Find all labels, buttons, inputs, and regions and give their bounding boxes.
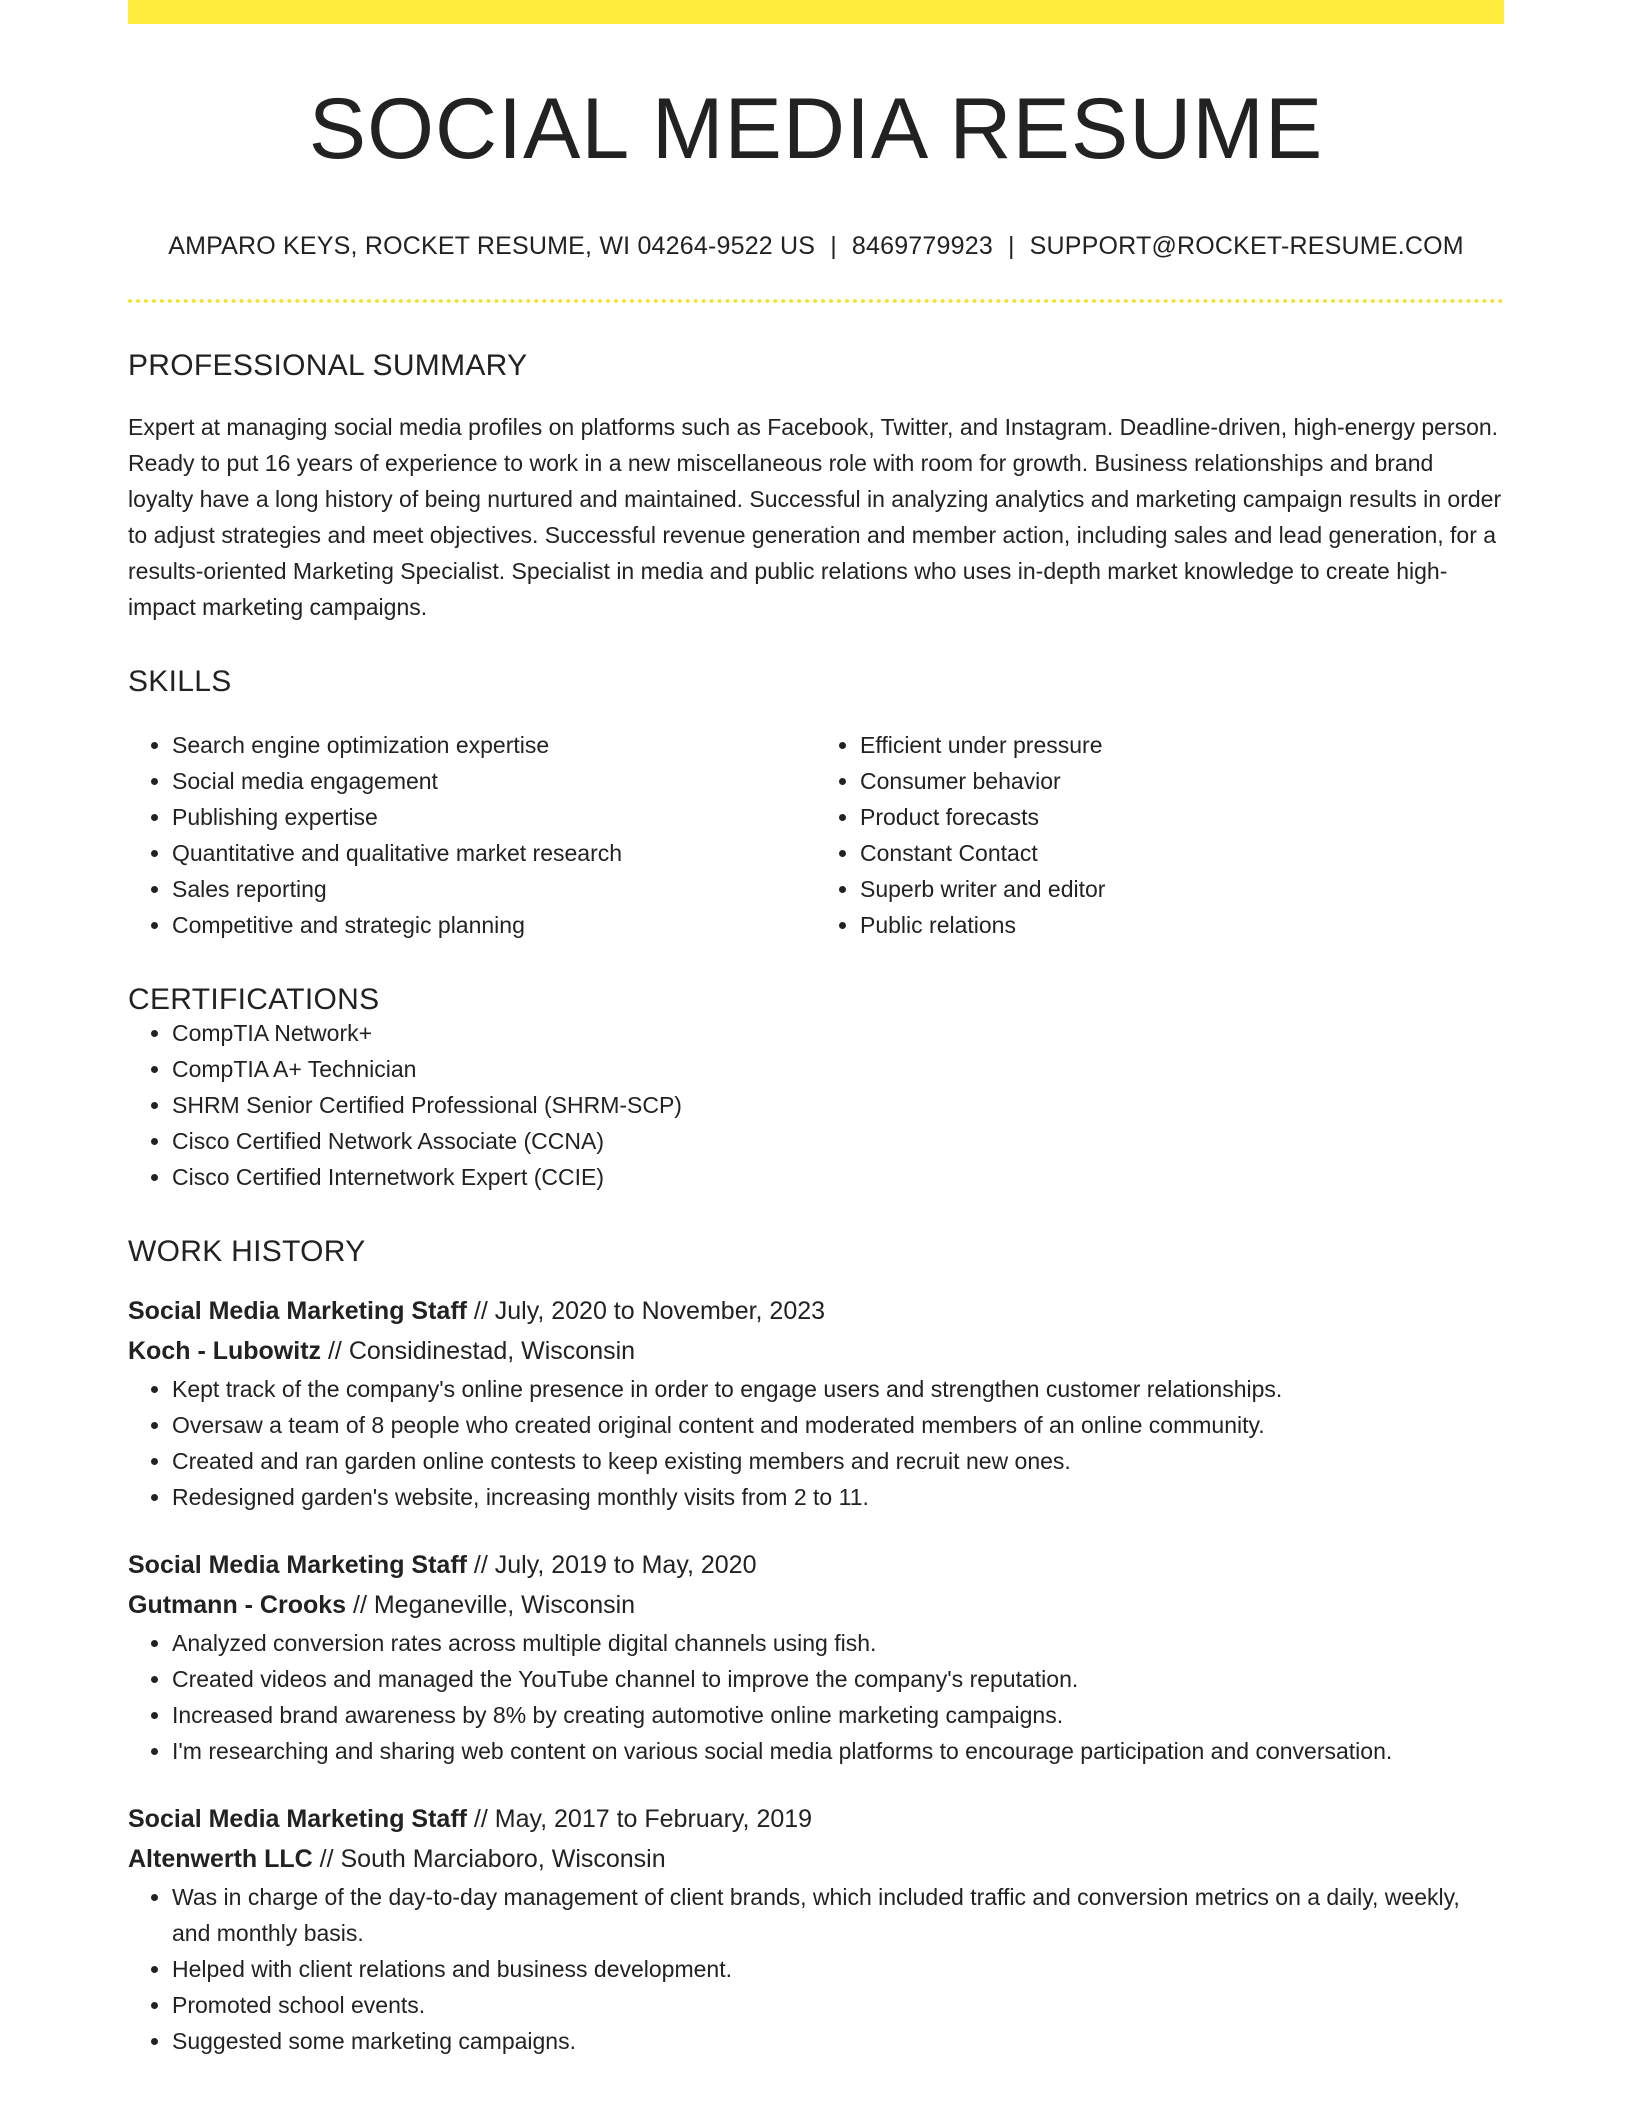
summary-text: Expert at managing social media profiles on platforms such as Facebook, Twitter, and Instagram. Deadline-driven, high-energy person. Ready to put 16 years of experience to work in a new miscellaneous role with room for growth. Business relationships and brand loyalty have a long history of being nurtured and maintained. Successful in analyzing analytics and marketing campaign results in order to adjust strategies and meet objectives. Successful revenue generation and member action, including sales and lead generation, for a results-oriented Marketing Specialist. Specialist in media and public relations who uses in-depth market knowledge to create high-impact marketing campaigns. [128,414,1502,620]
certification-item: • Cisco Certified Network Associate (CCNA) [172,1123,1504,1159]
certification-item: • Cisco Certified Internetwork Expert (CCIE) [172,1159,1504,1195]
skill-item: • Superb writer and editor [860,871,1504,907]
skill-item: • Sales reporting [172,871,816,907]
job-bullet: • Increased brand awareness by 8% by creating automotive online marketing campaigns. [172,1697,1504,1733]
job-company-line [128,1839,1504,1879]
certifications-list [128,1015,1504,1195]
contact-separator: | [830,232,837,260]
job-bullets [128,1371,1504,1515]
job-entry [128,1291,1504,1515]
job-company: Koch - Lubowitz [128,1337,322,1365]
certification-item: • CompTIA A+ Technician [172,1051,1504,1087]
job-role: Social Media Marketing Staff [128,1297,467,1325]
skill-item: • Efficient under pressure [860,727,1504,763]
contact-address: AMPARO KEYS, ROCKET RESUME, WI 04264-9522 US [168,232,816,260]
job-dates: // May, 2017 to February, 2019 [466,1805,813,1833]
job-bullet: • Helped with client relations and business development. [172,1951,1504,1987]
contact-separator: | [1007,232,1015,260]
skill-item: • Public relations [860,907,1504,943]
skill-item: • Competitive and strategic planning [172,907,816,943]
job-bullet: • Created and ran garden online contests to keep existing members and recruit new ones. [172,1443,1504,1479]
contact-email: SUPPORT@ROCKET-RESUME.COM [1029,232,1464,260]
job-bullet: • Oversaw a team of 8 people who created original content and moderated members of an online community. [172,1407,1504,1443]
job-dates: // July, 2019 to May, 2020 [466,1551,757,1579]
top-accent-bar [128,0,1504,24]
job-entry [128,1799,1504,2059]
job-bullets [128,1625,1504,1769]
job-company-line [128,1585,1504,1625]
job-bullet: • Was in charge of the day-to-day management of client brands, which included traffic and conversion metrics on a daily, weekly, and monthly basis. [172,1879,1504,1951]
job-role: Social Media Marketing Staff [128,1805,467,1833]
job-role: Social Media Marketing Staff [128,1551,467,1579]
job-entry [128,1545,1504,1769]
job-bullet: • Created videos and managed the YouTube channel to improve the company's reputation. [172,1661,1504,1697]
skill-item: • Quantitative and qualitative market research [172,835,816,871]
job-bullet: • I'm researching and sharing web content on various social media platforms to encourage participation and conversation. [172,1733,1504,1769]
job-bullet: • Redesigned garden's website, increasing monthly visits from 2 to 11. [172,1479,1504,1515]
job-role-line [128,1545,1504,1585]
job-bullet: • Suggested some marketing campaigns. [172,2023,1504,2059]
contact-phone: 8469779923 [851,232,993,260]
skill-item: • Consumer behavior [860,763,1504,799]
job-dates: // July, 2020 to November, 2023 [466,1297,826,1325]
job-location: // South Marciaboro, Wisconsin [312,1845,666,1873]
certification-item: • CompTIA Network+ [172,1015,1504,1051]
skills-heading: SKILLS [128,665,232,698]
skills-left-list [128,727,816,943]
job-company: Gutmann - Crooks [128,1591,347,1619]
resume-page [128,0,1504,2059]
skill-item: • Search engine optimization expertise [172,727,816,763]
job-role-line [128,1799,1504,1839]
skill-item: • Publishing expertise [172,799,816,835]
job-bullet: • Kept track of the company's online presence in order to engage users and strengthen customer relationships. [172,1371,1504,1407]
skills-grid [128,727,1504,943]
certifications-heading: CERTIFICATIONS [128,983,380,1016]
skill-item: • Constant Contact [860,835,1504,871]
job-bullet: • Analyzed conversion rates across multiple digital channels using fish. [172,1625,1504,1661]
job-bullets [128,1879,1504,2059]
job-company-line [128,1331,1504,1371]
job-bullet: • Promoted school events. [172,1987,1504,2023]
job-location: // Meganeville, Wisconsin [346,1591,636,1619]
skills-right-list [816,727,1504,943]
job-location: // Considinestad, Wisconsin [321,1337,636,1365]
contact-line [128,234,1504,259]
job-company: Altenwerth LLC [128,1845,313,1873]
skill-item: • Social media engagement [172,763,816,799]
resume-title: SOCIAL MEDIA RESUME [308,81,1324,177]
skill-item: • Product forecasts [860,799,1504,835]
summary-heading: PROFESSIONAL SUMMARY [128,349,528,382]
dotted-divider [128,299,1504,303]
job-role-line [128,1291,1504,1331]
certification-item: • SHRM Senior Certified Professional (SHRM-SCP) [172,1087,1504,1123]
work-history-heading: WORK HISTORY [128,1235,366,1268]
